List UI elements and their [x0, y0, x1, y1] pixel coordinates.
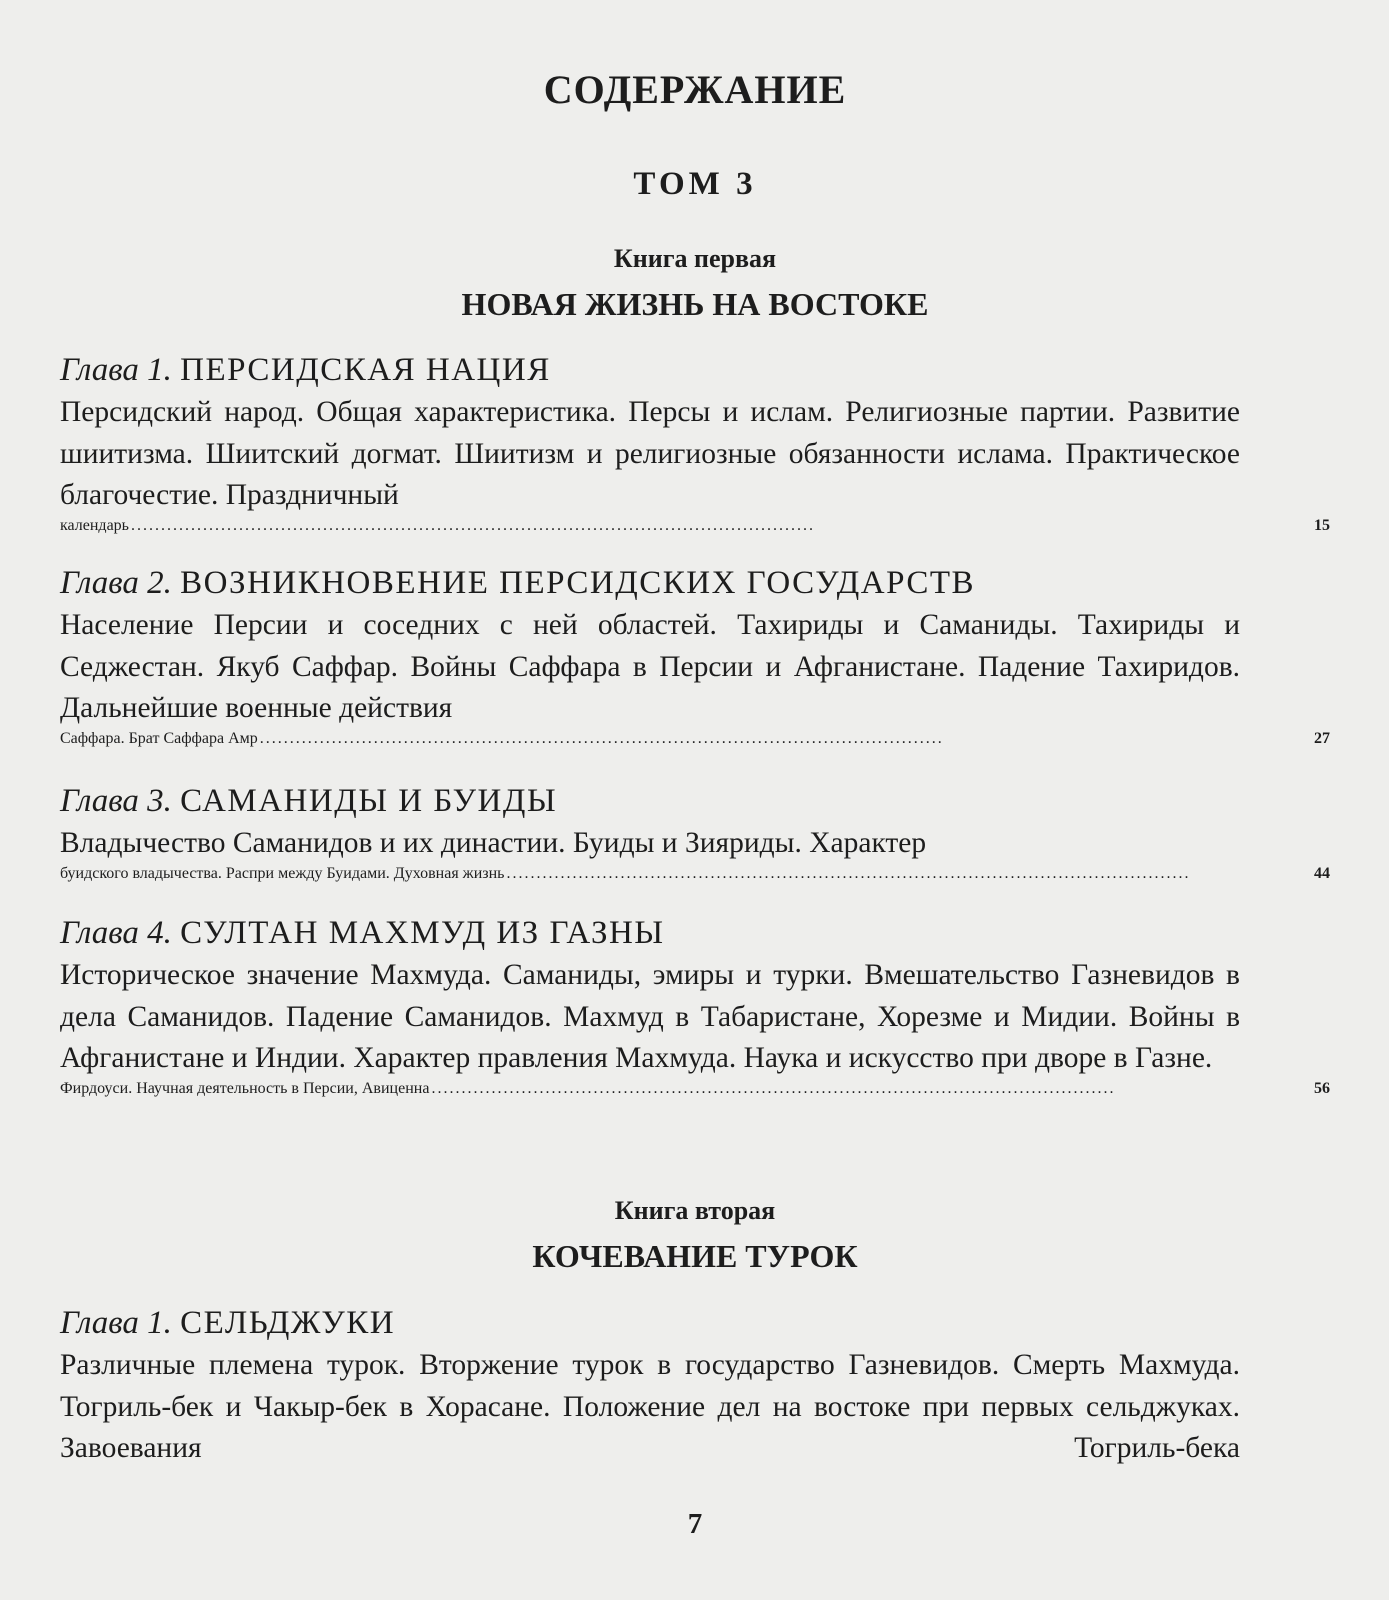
- chapter-entry: [60, 781, 1330, 883]
- chapter-entry: [60, 563, 1330, 748]
- toc-line: [60, 517, 1330, 535]
- chapter-summary: Персидский народ. Общая характеристика. Персы и ислам. Религиозные партии. Развитие шиитизма. Шиитский догмат. Шиитизм и религиозные обязанности ислама. Практическое благочестие. Праздничный: [60, 396, 1240, 511]
- chapter-name: САМАНИДЫ И БУИДЫ: [180, 783, 558, 819]
- chapter-label: Глава 1.: [60, 352, 172, 388]
- chapter-summary: Владычество Саманидов и их династии. Буиды и Зияриды. Характер: [60, 827, 927, 859]
- book-label: Книга вторая: [614, 1196, 776, 1225]
- book-title: НОВАЯ ЖИЗНЬ НА ВОСТОКЕ: [461, 286, 929, 322]
- volume-heading: ТОМ 3: [633, 166, 757, 202]
- chapter-heading: [60, 563, 1330, 603]
- chapter-label: Глава 3.: [60, 783, 172, 819]
- chapter-heading: [60, 781, 1330, 821]
- chapter-summary-end: календарь: [60, 516, 129, 534]
- chapter-name: ПЕРСИДСКАЯ НАЦИЯ: [180, 352, 551, 388]
- dot-leader: [258, 730, 1314, 748]
- toc-line: [60, 730, 1330, 748]
- dot-leader: [429, 1080, 1314, 1098]
- dot-leader: [504, 865, 1314, 883]
- chapter-label: Глава 2.: [60, 565, 172, 601]
- chapter-entry: [60, 913, 1330, 1098]
- dot-leader: [129, 517, 1314, 535]
- toc-title: СОДЕРЖАНИЕ: [543, 67, 847, 112]
- toc-line: [60, 1080, 1330, 1098]
- chapter-summary-end: буидского владычества. Распри между Буидами. Духовная жизнь: [60, 864, 505, 882]
- page-ref: 27: [1314, 729, 1330, 747]
- chapter-summary: Различные племена турок. Вторжение турок в государство Газневидов. Смерть Махмуда. Тогриль-бек и Чакыр-бек в Хорасане. Положение дел на востоке при первых сельджуках. Завоевания Тогриль-бека: [60, 1349, 1240, 1464]
- chapter-entry: [60, 350, 1330, 535]
- chapter-heading: [60, 913, 1330, 953]
- book-title: КОЧЕВАНИЕ ТУРОК: [532, 1238, 858, 1274]
- chapter-summary-end: Саффара. Брат Саффара Амр: [60, 729, 258, 747]
- chapter-entry: [60, 1303, 1330, 1470]
- chapter-name: ВОЗНИКНОВЕНИЕ ПЕРСИДСКИХ ГОСУДАРСТВ: [180, 565, 976, 601]
- chapter-name: СЕЛЬДЖУКИ: [180, 1305, 396, 1341]
- chapter-summary: Историческое значение Махмуда. Саманиды, эмиры и турки. Вмешательство Газневидов в дела Саманидов. Падение Саманидов. Махмуд в Табаристане, Хорезме и Мидии. Войны в Афганистане и Индии. Характер правления Махмуда. Наука и искусство при дворе в Газне.: [60, 959, 1240, 1074]
- page-ref: 15: [1314, 516, 1330, 534]
- chapter-label: Глава 4.: [60, 915, 172, 951]
- chapter-summary-end: Фирдоуси. Научная деятельность в Персии, Авиценна: [60, 1079, 430, 1097]
- chapter-heading: [60, 350, 1330, 390]
- toc-page: [60, 0, 1330, 1600]
- chapter-summary: Население Персии и соседних с ней областей. Тахириды и Саманиды. Тахириды и Седжестан. Якуб Саффар. Войны Саффара в Персии и Афганистане. Падение Тахиридов. Дальнейшие военные действия: [60, 609, 1240, 724]
- page-ref: 56: [1314, 1079, 1330, 1097]
- chapter-name: СУЛТАН МАХМУД ИЗ ГАЗНЫ: [180, 915, 665, 951]
- chapter-heading: [60, 1303, 1330, 1343]
- page-ref: 44: [1314, 864, 1330, 882]
- book-label: Книга первая: [613, 244, 777, 273]
- toc-line: [60, 865, 1330, 883]
- chapter-label: Глава 1.: [60, 1305, 172, 1341]
- page-number: 7: [687, 1508, 703, 1540]
